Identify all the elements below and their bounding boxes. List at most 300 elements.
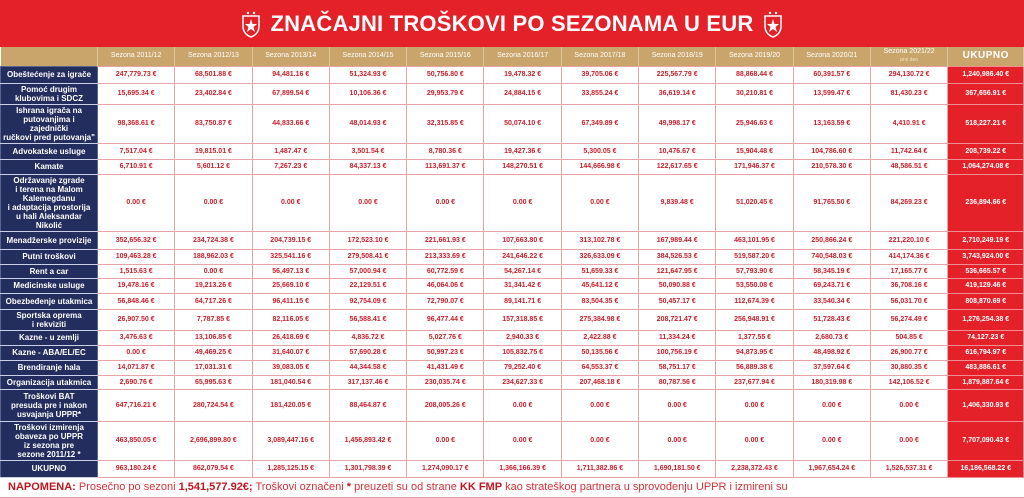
value-cell: 122,617.65 € (639, 159, 716, 174)
value-cell: 1,515.63 € (98, 264, 175, 278)
value-cell: 2,238,372.43 € (716, 460, 793, 477)
row-total-cell: 1,879,887.64 € (948, 375, 1024, 389)
value-cell: 142,106.52 € (870, 375, 947, 389)
table-row (1, 249, 1024, 264)
value-cell: 56,031.70 € (870, 293, 947, 309)
row-total-cell: 16,186,568.22 € (948, 460, 1024, 477)
value-cell: 234,627.33 € (484, 375, 561, 389)
row-label: Advokatske usluge (1, 143, 98, 159)
value-cell: 98,368.61 € (98, 104, 175, 143)
value-cell: 7,517.04 € (98, 143, 175, 159)
table-row (1, 375, 1024, 389)
value-cell: 88,464.87 € (329, 389, 406, 421)
table-row (1, 66, 1024, 83)
note-text: preuzeti su od strane (351, 480, 460, 493)
value-cell: 10,476.67 € (639, 143, 716, 159)
row-label: Troškovi izmirenja obaveza po UPPR iz sezona pre sezone 2011/12 * (1, 421, 98, 460)
table-row (1, 309, 1024, 330)
row-label: Menadžerske provizije (1, 231, 98, 249)
value-cell: 24,884.15 € (484, 83, 561, 104)
value-cell: 5,601.12 € (175, 159, 252, 174)
value-cell: 0.00 € (484, 389, 561, 421)
note-label: NAPOMENA: (8, 480, 76, 493)
value-cell: 2,940.33 € (484, 330, 561, 345)
value-cell: 56,889.38 € (716, 360, 793, 375)
value-cell: 48,586.51 € (870, 159, 947, 174)
value-cell: 50,090.88 € (639, 278, 716, 293)
table-row (1, 389, 1024, 421)
note-star: * (346, 480, 352, 493)
value-cell: 3,501.54 € (329, 143, 406, 159)
value-cell: 181,420.05 € (252, 389, 329, 421)
value-cell: 210,578.30 € (793, 159, 870, 174)
row-label: Kamate (1, 159, 98, 174)
value-cell: 50,135.56 € (561, 345, 638, 360)
value-cell: 49,469.25 € (175, 345, 252, 360)
value-cell: 19,478.32 € (484, 66, 561, 83)
note-text: kao strateškog partnera u sprovođenju UPPR i izmireni su (502, 480, 788, 493)
value-cell: 2,696,899.80 € (175, 421, 252, 460)
value-cell: 81,430.23 € (870, 83, 947, 104)
value-cell: 19,478.16 € (98, 278, 175, 293)
value-cell: 51,659.33 € (561, 264, 638, 278)
table-row (1, 345, 1024, 360)
value-cell: 100,756.19 € (639, 345, 716, 360)
value-cell: 0.00 € (98, 174, 175, 231)
value-cell: 8,780.36 € (407, 143, 484, 159)
value-cell: 352,656.32 € (98, 231, 175, 249)
value-cell: 1,967,654.24 € (793, 460, 870, 477)
value-cell: 60,772.59 € (407, 264, 484, 278)
value-cell: 15,695.34 € (98, 83, 175, 104)
value-cell: 4,836.72 € (329, 330, 406, 345)
value-cell: 30,880.35 € (870, 360, 947, 375)
column-header-label: Sezona 2015/16 (419, 52, 471, 60)
table-row (1, 278, 1024, 293)
row-label: Rent a car (1, 264, 98, 278)
value-cell: 56,497.13 € (252, 264, 329, 278)
value-cell: 0.00 € (175, 174, 252, 231)
column-header-label: Sezona 2012/13 (187, 52, 239, 60)
row-label: UKUPNO (1, 460, 98, 477)
table-row (1, 293, 1024, 309)
value-cell: 64,553.37 € (561, 360, 638, 375)
value-cell: 241,646.22 € (484, 249, 561, 264)
value-cell: 17,031.31 € (175, 360, 252, 375)
total-column-header: UKUPNO (948, 47, 1024, 66)
row-total-cell: 2,710,249.19 € (948, 231, 1024, 249)
value-cell: 504.85 € (870, 330, 947, 345)
value-cell: 0.00 € (793, 421, 870, 460)
row-total-cell: 367,656.91 € (948, 83, 1024, 104)
value-cell: 51,020.45 € (716, 174, 793, 231)
value-cell: 384,526.53 € (639, 249, 716, 264)
value-cell: 104,786.60 € (793, 143, 870, 159)
value-cell: 207,468.18 € (561, 375, 638, 389)
note-text: Troškovi označeni (252, 480, 347, 493)
value-cell: 79,252.40 € (484, 360, 561, 375)
value-cell: 0.00 € (793, 389, 870, 421)
value-cell: 64,717.26 € (175, 293, 252, 309)
row-label: Putni troškovi (1, 249, 98, 264)
value-cell: 167,989.44 € (639, 231, 716, 249)
value-cell: 94,481.16 € (252, 66, 329, 83)
row-label: Kazne - ABA/EL/EC (1, 345, 98, 360)
note-average: 1,541,577.92€; (178, 480, 253, 493)
value-cell: 50,457.17 € (639, 293, 716, 309)
column-header (561, 47, 638, 66)
row-total-cell: 236,894.66 € (948, 174, 1024, 231)
value-cell: 2,690.76 € (98, 375, 175, 389)
value-cell: 48,498.92 € (793, 345, 870, 360)
value-cell: 96,411.15 € (252, 293, 329, 309)
row-label: Pomoć drugim klubovima i SDCZ (1, 83, 98, 104)
value-cell: 94,873.95 € (716, 345, 793, 360)
value-cell: 0.00 € (639, 389, 716, 421)
value-cell: 3,476.63 € (98, 330, 175, 345)
row-label: Ishrana igrača na putovanjima i zajednički ručkovi pred putovanja" (1, 104, 98, 143)
value-cell: 29,953.79 € (407, 83, 484, 104)
value-cell: 39,083.05 € (252, 360, 329, 375)
column-header-label: Sezona 2017/18 (574, 52, 626, 60)
value-cell: 107,663.80 € (484, 231, 561, 249)
row-label: Troškovi BAT presuda pre i nakon usvajanja UPPR* (1, 389, 98, 421)
table-row (1, 360, 1024, 375)
value-cell: 181,040.54 € (252, 375, 329, 389)
value-cell: 37,597.64 € (793, 360, 870, 375)
value-cell: 740,548.03 € (793, 249, 870, 264)
value-cell: 0.00 € (716, 421, 793, 460)
value-cell: 0.00 € (870, 421, 947, 460)
column-header-label: Sezona 2016/17 (497, 52, 549, 60)
value-cell: 51,728.43 € (793, 309, 870, 330)
value-cell: 89,141.71 € (484, 293, 561, 309)
row-total-cell: 1,240,986.40 € (948, 66, 1024, 83)
value-cell: 121,647.95 € (639, 264, 716, 278)
value-cell: 0.00 € (561, 389, 638, 421)
value-cell: 41,431.49 € (407, 360, 484, 375)
value-cell: 0.00 € (98, 345, 175, 360)
value-cell: 68,501.88 € (175, 66, 252, 83)
column-header-label: Sezona 2011/12 (110, 52, 162, 60)
value-cell: 88,868.44 € (716, 66, 793, 83)
table-row (1, 159, 1024, 174)
club-crest-icon (763, 10, 783, 38)
value-cell: 7,787.85 € (175, 309, 252, 330)
value-cell: 65,995.63 € (175, 375, 252, 389)
value-cell: 10,106.36 € (329, 83, 406, 104)
value-cell: 230,035.74 € (407, 375, 484, 389)
column-header (870, 47, 947, 66)
value-cell: 83,750.87 € (175, 104, 252, 143)
value-cell: 39,705.06 € (561, 66, 638, 83)
value-cell: 326,633.09 € (561, 249, 638, 264)
value-cell: 519,587.20 € (716, 249, 793, 264)
value-cell: 19,213.26 € (175, 278, 252, 293)
row-total-cell: 208,739.22 € (948, 143, 1024, 159)
value-cell: 1,301,798.39 € (329, 460, 406, 477)
row-label: Organizacija utakmica (1, 375, 98, 389)
table-row (1, 174, 1024, 231)
value-cell: 0.00 € (484, 421, 561, 460)
table-row (1, 231, 1024, 249)
value-cell: 294,130.72 € (870, 66, 947, 83)
value-cell: 0.00 € (407, 174, 484, 231)
value-cell: 17,165.77 € (870, 264, 947, 278)
note-text: Prosečno po sezoni (75, 480, 179, 493)
value-cell: 96,477.44 € (407, 309, 484, 330)
value-cell: 204,739.15 € (252, 231, 329, 249)
column-header-label: Sezona 2019/20 (729, 52, 781, 60)
column-header (252, 47, 329, 66)
value-cell: 53,550.08 € (716, 278, 793, 293)
value-cell: 91,765.50 € (793, 174, 870, 231)
value-cell: 1,711,382.86 € (561, 460, 638, 477)
value-cell: 32,315.85 € (407, 104, 484, 143)
value-cell: 11,742.64 € (870, 143, 947, 159)
header-corner (1, 47, 98, 66)
value-cell: 26,418.69 € (252, 330, 329, 345)
column-header (639, 47, 716, 66)
value-cell: 0.00 € (639, 421, 716, 460)
value-cell: 109,463.28 € (98, 249, 175, 264)
value-cell: 0.00 € (175, 264, 252, 278)
value-cell: 1,377.55 € (716, 330, 793, 345)
value-cell: 25,946.63 € (716, 104, 793, 143)
row-total-cell: 808,870.69 € (948, 293, 1024, 309)
value-cell: 44,344.58 € (329, 360, 406, 375)
value-cell: 19,427.36 € (484, 143, 561, 159)
row-total-cell: 1,064,274.08 € (948, 159, 1024, 174)
value-cell: 57,690.28 € (329, 345, 406, 360)
value-cell: 26,907.50 € (98, 309, 175, 330)
value-cell: 48,014.93 € (329, 104, 406, 143)
value-cell: 11,334.24 € (639, 330, 716, 345)
value-cell: 67,349.89 € (561, 104, 638, 143)
value-cell: 0.00 € (484, 174, 561, 231)
value-cell: 221,661.93 € (407, 231, 484, 249)
value-cell: 144,666.98 € (561, 159, 638, 174)
value-cell: 172,523.10 € (329, 231, 406, 249)
column-header-subtitle: prvi deo (900, 57, 919, 64)
value-cell: 237,677.94 € (716, 375, 793, 389)
value-cell: 84,337.13 € (329, 159, 406, 174)
value-cell: 57,000.94 € (329, 264, 406, 278)
value-cell: 82,116.05 € (252, 309, 329, 330)
value-cell: 26,900.77 € (870, 345, 947, 360)
value-cell: 60,391.57 € (793, 66, 870, 83)
value-cell: 280,724.54 € (175, 389, 252, 421)
title-banner (0, 0, 1024, 47)
value-cell: 180,319.98 € (793, 375, 870, 389)
column-header-label: Sezona 2014/15 (342, 52, 394, 60)
value-cell: 51,324.93 € (329, 66, 406, 83)
value-cell: 256,948.91 € (716, 309, 793, 330)
value-cell: 275,384.98 € (561, 309, 638, 330)
value-cell: 317,137.46 € (329, 375, 406, 389)
value-cell: 44,833.66 € (252, 104, 329, 143)
value-cell: 325,541.16 € (252, 249, 329, 264)
value-cell: 105,832.75 € (484, 345, 561, 360)
value-cell: 0.00 € (870, 389, 947, 421)
value-cell: 963,180.24 € (98, 460, 175, 477)
row-total-cell: 3,743,924.00 € (948, 249, 1024, 264)
value-cell: 84,269.23 € (870, 174, 947, 231)
value-cell: 56,274.49 € (870, 309, 947, 330)
value-cell: 313,102.78 € (561, 231, 638, 249)
value-cell: 14,071.87 € (98, 360, 175, 375)
value-cell: 208,721.47 € (639, 309, 716, 330)
value-cell: 0.00 € (561, 174, 638, 231)
value-cell: 250,866.24 € (793, 231, 870, 249)
value-cell: 15,904.48 € (716, 143, 793, 159)
value-cell: 69,243.71 € (793, 278, 870, 293)
column-header (175, 47, 252, 66)
row-label: Obezbeđenje utakmica (1, 293, 98, 309)
footnote (0, 478, 1024, 498)
value-cell: 188,962.03 € (175, 249, 252, 264)
value-cell: 7,267.23 € (252, 159, 329, 174)
value-cell: 92,754.09 € (329, 293, 406, 309)
value-cell: 57,793.90 € (716, 264, 793, 278)
value-cell: 2,422.88 € (561, 330, 638, 345)
table-row (1, 83, 1024, 104)
value-cell: 13,163.59 € (793, 104, 870, 143)
value-cell: 2,680.73 € (793, 330, 870, 345)
value-cell: 56,588.41 € (329, 309, 406, 330)
value-cell: 0.00 € (716, 389, 793, 421)
value-cell: 3,089,447.16 € (252, 421, 329, 460)
row-total-cell: 419,129.46 € (948, 278, 1024, 293)
value-cell: 49,998.17 € (639, 104, 716, 143)
costs-table (0, 47, 1024, 478)
row-label: Obeštećenje za igrače (1, 66, 98, 83)
value-cell: 46,064.06 € (407, 278, 484, 293)
row-total-cell: 1,406,330.93 € (948, 389, 1024, 421)
value-cell: 31,640.07 € (252, 345, 329, 360)
row-label: Brendiranje hala (1, 360, 98, 375)
column-header (407, 47, 484, 66)
row-total-cell: 74,127.23 € (948, 330, 1024, 345)
value-cell: 1,526,537.31 € (870, 460, 947, 477)
value-cell: 83,504.35 € (561, 293, 638, 309)
value-cell: 30,210.81 € (716, 83, 793, 104)
column-header (98, 47, 175, 66)
column-header-label: Sezona 2020/21 (806, 52, 858, 60)
value-cell: 234,724.38 € (175, 231, 252, 249)
value-cell: 23,402.84 € (175, 83, 252, 104)
value-cell: 5,300.05 € (561, 143, 638, 159)
row-total-cell: 616,794.97 € (948, 345, 1024, 360)
value-cell: 4,410.91 € (870, 104, 947, 143)
value-cell: 25,669.10 € (252, 278, 329, 293)
value-cell: 22,129.51 € (329, 278, 406, 293)
table-row (1, 143, 1024, 159)
value-cell: 72,790.07 € (407, 293, 484, 309)
value-cell: 0.00 € (252, 174, 329, 231)
value-cell: 19,815.01 € (175, 143, 252, 159)
table-row (1, 421, 1024, 460)
row-label: Kazne - u zemlji (1, 330, 98, 345)
value-cell: 1,274,090.17 € (407, 460, 484, 477)
value-cell: 1,690,181.50 € (639, 460, 716, 477)
column-header-label: Sezona 2018/19 (651, 52, 703, 60)
column-header-label: Sezona 2021/22 (883, 48, 935, 56)
value-cell: 1,487.47 € (252, 143, 329, 159)
value-cell: 58,345.19 € (793, 264, 870, 278)
value-cell: 279,508.41 € (329, 249, 406, 264)
value-cell: 33,855.24 € (561, 83, 638, 104)
value-cell: 171,946.37 € (716, 159, 793, 174)
value-cell: 247,779.73 € (98, 66, 175, 83)
table-row (1, 264, 1024, 278)
value-cell: 213,333.69 € (407, 249, 484, 264)
column-header-label: Sezona 2013/14 (265, 52, 317, 60)
value-cell: 1,285,125.15 € (252, 460, 329, 477)
row-label: Sportska oprema i rekviziti (1, 309, 98, 330)
row-total-cell: 518,227.21 € (948, 104, 1024, 143)
value-cell: 31,341.42 € (484, 278, 561, 293)
value-cell: 1,366,166.39 € (484, 460, 561, 477)
value-cell: 463,850.05 € (98, 421, 175, 460)
value-cell: 225,567.79 € (639, 66, 716, 83)
value-cell: 36,619.14 € (639, 83, 716, 104)
value-cell: 112,674.39 € (716, 293, 793, 309)
page-title: ZNAČAJNI TROŠKOVI PO SEZONAMA U EUR (270, 10, 754, 36)
value-cell: 45,641.12 € (561, 278, 638, 293)
value-cell: 221,220.10 € (870, 231, 947, 249)
column-header (484, 47, 561, 66)
value-cell: 33,540.34 € (793, 293, 870, 309)
header-row (1, 47, 1024, 66)
row-total-cell: 7,707,090.43 € (948, 421, 1024, 460)
value-cell: 0.00 € (329, 174, 406, 231)
value-cell: 157,318.85 € (484, 309, 561, 330)
column-header (329, 47, 406, 66)
value-cell: 1,456,893.42 € (329, 421, 406, 460)
value-cell: 647,716.21 € (98, 389, 175, 421)
row-total-cell: 536,665.57 € (948, 264, 1024, 278)
note-org: KK FMP (459, 480, 503, 493)
value-cell: 0.00 € (407, 421, 484, 460)
value-cell: 36,708.16 € (870, 278, 947, 293)
value-cell: 67,899.54 € (252, 83, 329, 104)
value-cell: 13,599.47 € (793, 83, 870, 104)
row-total-cell: 1,276,254.38 € (948, 309, 1024, 330)
value-cell: 80,787.56 € (639, 375, 716, 389)
value-cell: 463,101.95 € (716, 231, 793, 249)
value-cell: 113,691.37 € (407, 159, 484, 174)
value-cell: 414,174.36 € (870, 249, 947, 264)
value-cell: 50,074.10 € (484, 104, 561, 143)
row-total-cell: 483,886.61 € (948, 360, 1024, 375)
table-row (1, 330, 1024, 345)
value-cell: 0.00 € (561, 421, 638, 460)
column-header (793, 47, 870, 66)
row-label: Održavanje zgrade i terena na Malom Kalemegdanu i adaptacija prostorija u hali Aleksandar Nikolić (1, 174, 98, 231)
value-cell: 6,710.91 € (98, 159, 175, 174)
value-cell: 56,848.46 € (98, 293, 175, 309)
value-cell: 58,751.17 € (639, 360, 716, 375)
value-cell: 50,756.80 € (407, 66, 484, 83)
total-row (1, 460, 1024, 477)
value-cell: 862,079.54 € (175, 460, 252, 477)
value-cell: 50,997.23 € (407, 345, 484, 360)
club-crest-icon (241, 10, 261, 38)
value-cell: 5,027.76 € (407, 330, 484, 345)
value-cell: 54,267.14 € (484, 264, 561, 278)
value-cell: 148,270.51 € (484, 159, 561, 174)
